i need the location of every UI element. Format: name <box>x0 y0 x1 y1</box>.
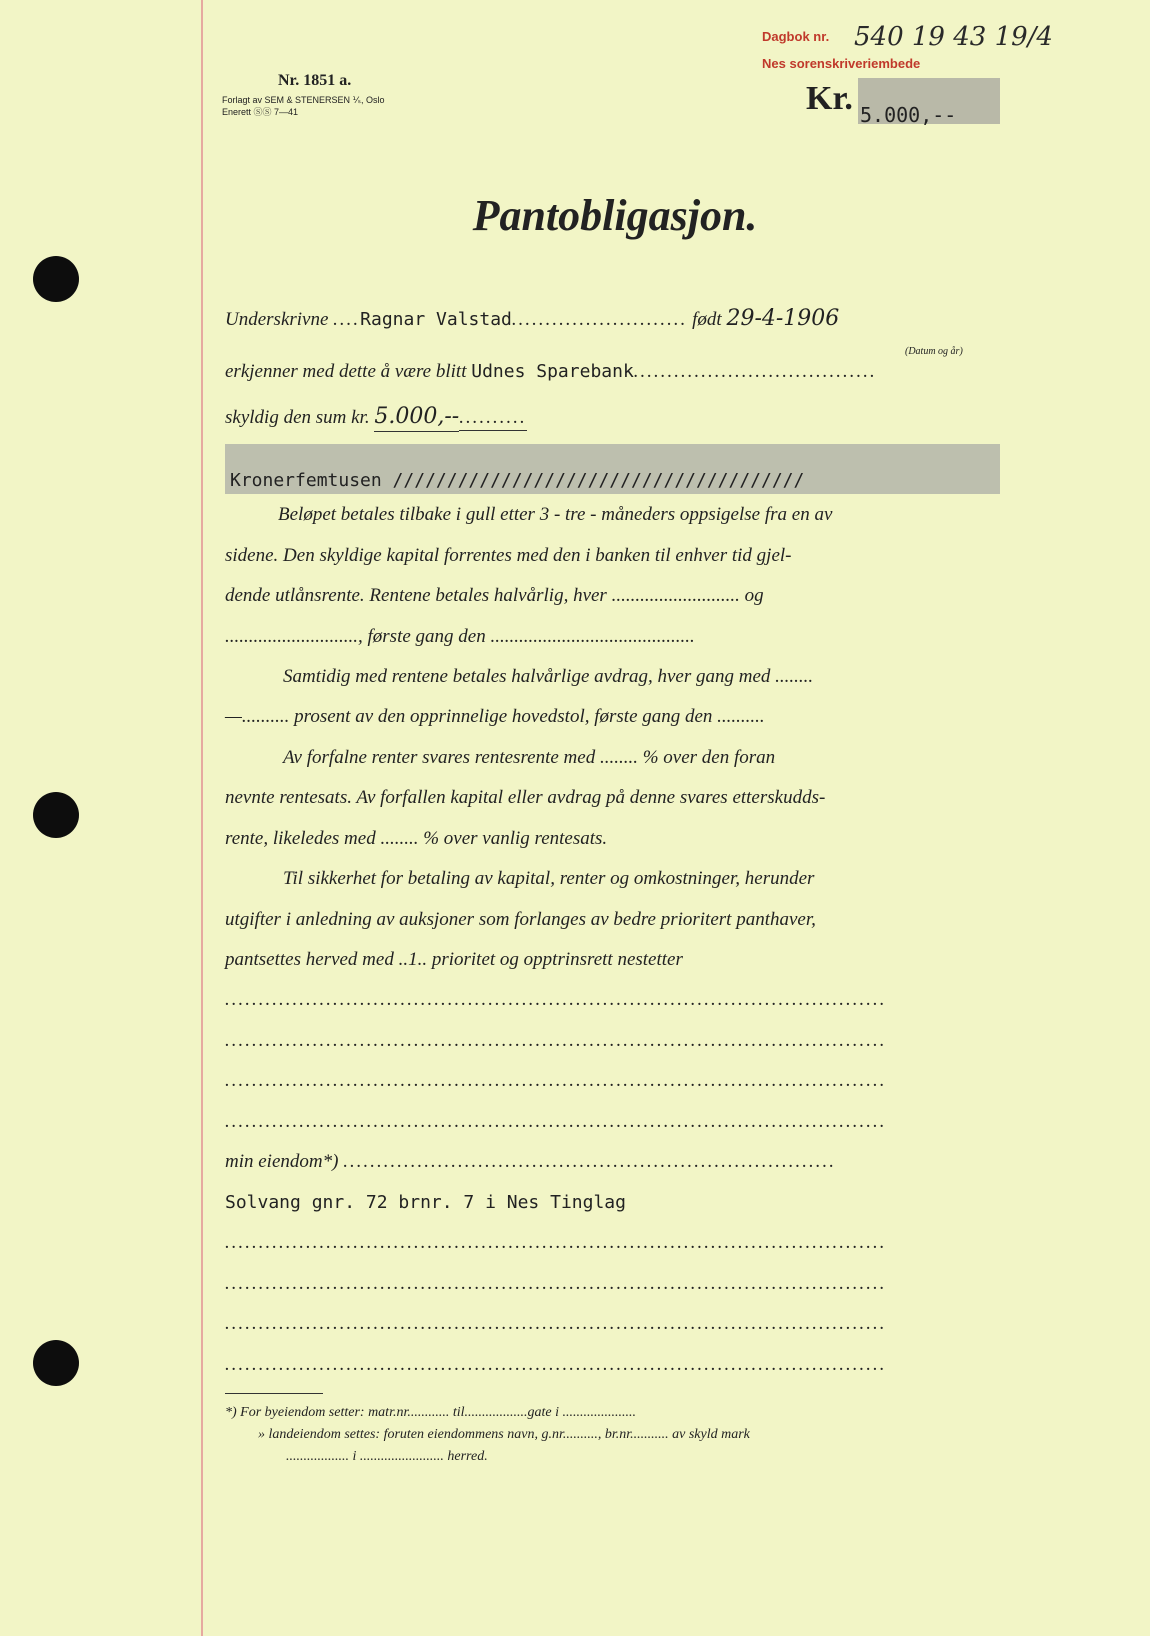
property-value-line <box>225 1191 1000 1215</box>
creditor-line: erkjenner med dette å være blitt Udnes Sparebank.................................... <box>225 361 877 382</box>
body-line: nevnte rentesats. Av forfallen kapital eller avdrag på denne svares etterskudds- <box>225 787 826 808</box>
signer-label: Underskrivne <box>225 309 329 330</box>
registry-stamp <box>762 22 1053 71</box>
amount-value: 5.000,-- <box>860 103 957 127</box>
ack-text: erkjenner med dette å være blitt <box>225 361 467 382</box>
publisher-line: Enerett ⓈⓈ 7—41 <box>222 107 299 117</box>
punch-hole <box>33 792 79 838</box>
signer-name: Ragnar Valstad <box>360 309 512 330</box>
stamp-handwritten: 540 19 43 19/4 <box>854 22 1053 52</box>
body-line: rente, likeledes med ........ % over vanlig rentesats. <box>225 828 608 849</box>
body-line: Samtidig med rentene betales halvårlige avdrag, hver gang med ........ <box>283 666 814 687</box>
amount-words: Kronerfemtusen ////////////////////////////////////// <box>230 470 805 491</box>
sum-value: 5.000,-- <box>374 404 459 432</box>
margin-rule <box>201 0 203 1636</box>
document-title: Pantobligasjon. <box>472 191 758 240</box>
blank-dot-line: .................................................................................................. <box>225 1232 887 1253</box>
footnote-line: .................. i ........................ herred. <box>286 1449 488 1464</box>
publisher-info <box>222 94 422 118</box>
property-label: min eiendom*) <box>225 1151 339 1172</box>
form-number: Nr. 1851 a. <box>278 72 352 89</box>
blank-dot-line: .................................................................................................. <box>225 1354 887 1375</box>
creditor-name: Udnes Sparebank <box>471 361 634 382</box>
body-line: —.......... prosent av den opprinnelige hovedstol, første gang den .......... <box>225 706 765 727</box>
body-line: pantsettes herved med ..1.. prioritet og opptrinsrett nestetter <box>225 949 683 970</box>
blank-dot-line: .................................................................................................. <box>225 1111 887 1132</box>
body-line: Beløpet betales tilbake i gull etter 3 - tre - måneders oppsigelse fra en av <box>278 504 833 525</box>
born-label: født <box>692 309 722 330</box>
blank-dot-line: .................................................................................................. <box>225 1273 887 1294</box>
footnote-rule <box>225 1393 323 1394</box>
sum-line: skyldig den sum kr. 5.000,--.......... <box>225 405 1000 430</box>
property-line: min eiendom*) ......................................................................... <box>225 1151 836 1172</box>
punch-hole <box>33 1340 79 1386</box>
date-hint: (Datum og år) <box>905 346 963 357</box>
body-line: ............................, første gang den ........................................... <box>225 626 695 647</box>
body-line: Av forfalne renter svares rentesrente med ........ % over den foran <box>283 747 776 768</box>
blank-dot-line: .................................................................................................. <box>225 1030 887 1051</box>
owe-text: skyldig den sum kr. <box>225 407 370 428</box>
body-line: Til sikkerhet for betaling av kapital, renter og omkostninger, herunder <box>283 868 815 889</box>
publisher-line: Forlagt av SEM & STENERSEN ⅟ₛ, Oslo <box>222 95 385 105</box>
blank-dot-line: .................................................................................................. <box>225 1070 887 1091</box>
body-line: utgifter i anledning av auksjoner som forlanges av bedre prioritert panthaver, <box>225 909 816 930</box>
footnote-line: *) For byeiendom setter: matr.nr............ til..................gate i ..................... <box>225 1405 637 1420</box>
born-date: 29-4-1906 <box>726 306 840 331</box>
amount-label: Kr. <box>806 80 853 117</box>
footnote-line: » landeiendom settes: foruten eiendommens navn, g.nr.........., br.nr........... av skyld mark <box>258 1427 750 1442</box>
property-value: Solvang gnr. 72 brnr. 7 i Nes Tinglag <box>225 1192 626 1213</box>
body-line: sidene. Den skyldige kapital forrentes med den i banken til enhver tid gjel- <box>225 545 792 566</box>
blank-dot-line: .................................................................................................. <box>225 1313 887 1334</box>
stamp-line: Dagbok nr. <box>762 29 830 44</box>
punch-hole <box>33 256 79 302</box>
blank-dot-line: .................................................................................................. <box>225 989 887 1010</box>
stamp-line: Nes sorenskriveriembede <box>762 56 921 71</box>
body-line: dende utlånsrente. Rentene betales halvårlig, hver ........................... og <box>225 585 764 606</box>
signer-line: Underskrivne ....Ragnar Valstad.......................... født 29-4-1906 <box>225 306 840 331</box>
